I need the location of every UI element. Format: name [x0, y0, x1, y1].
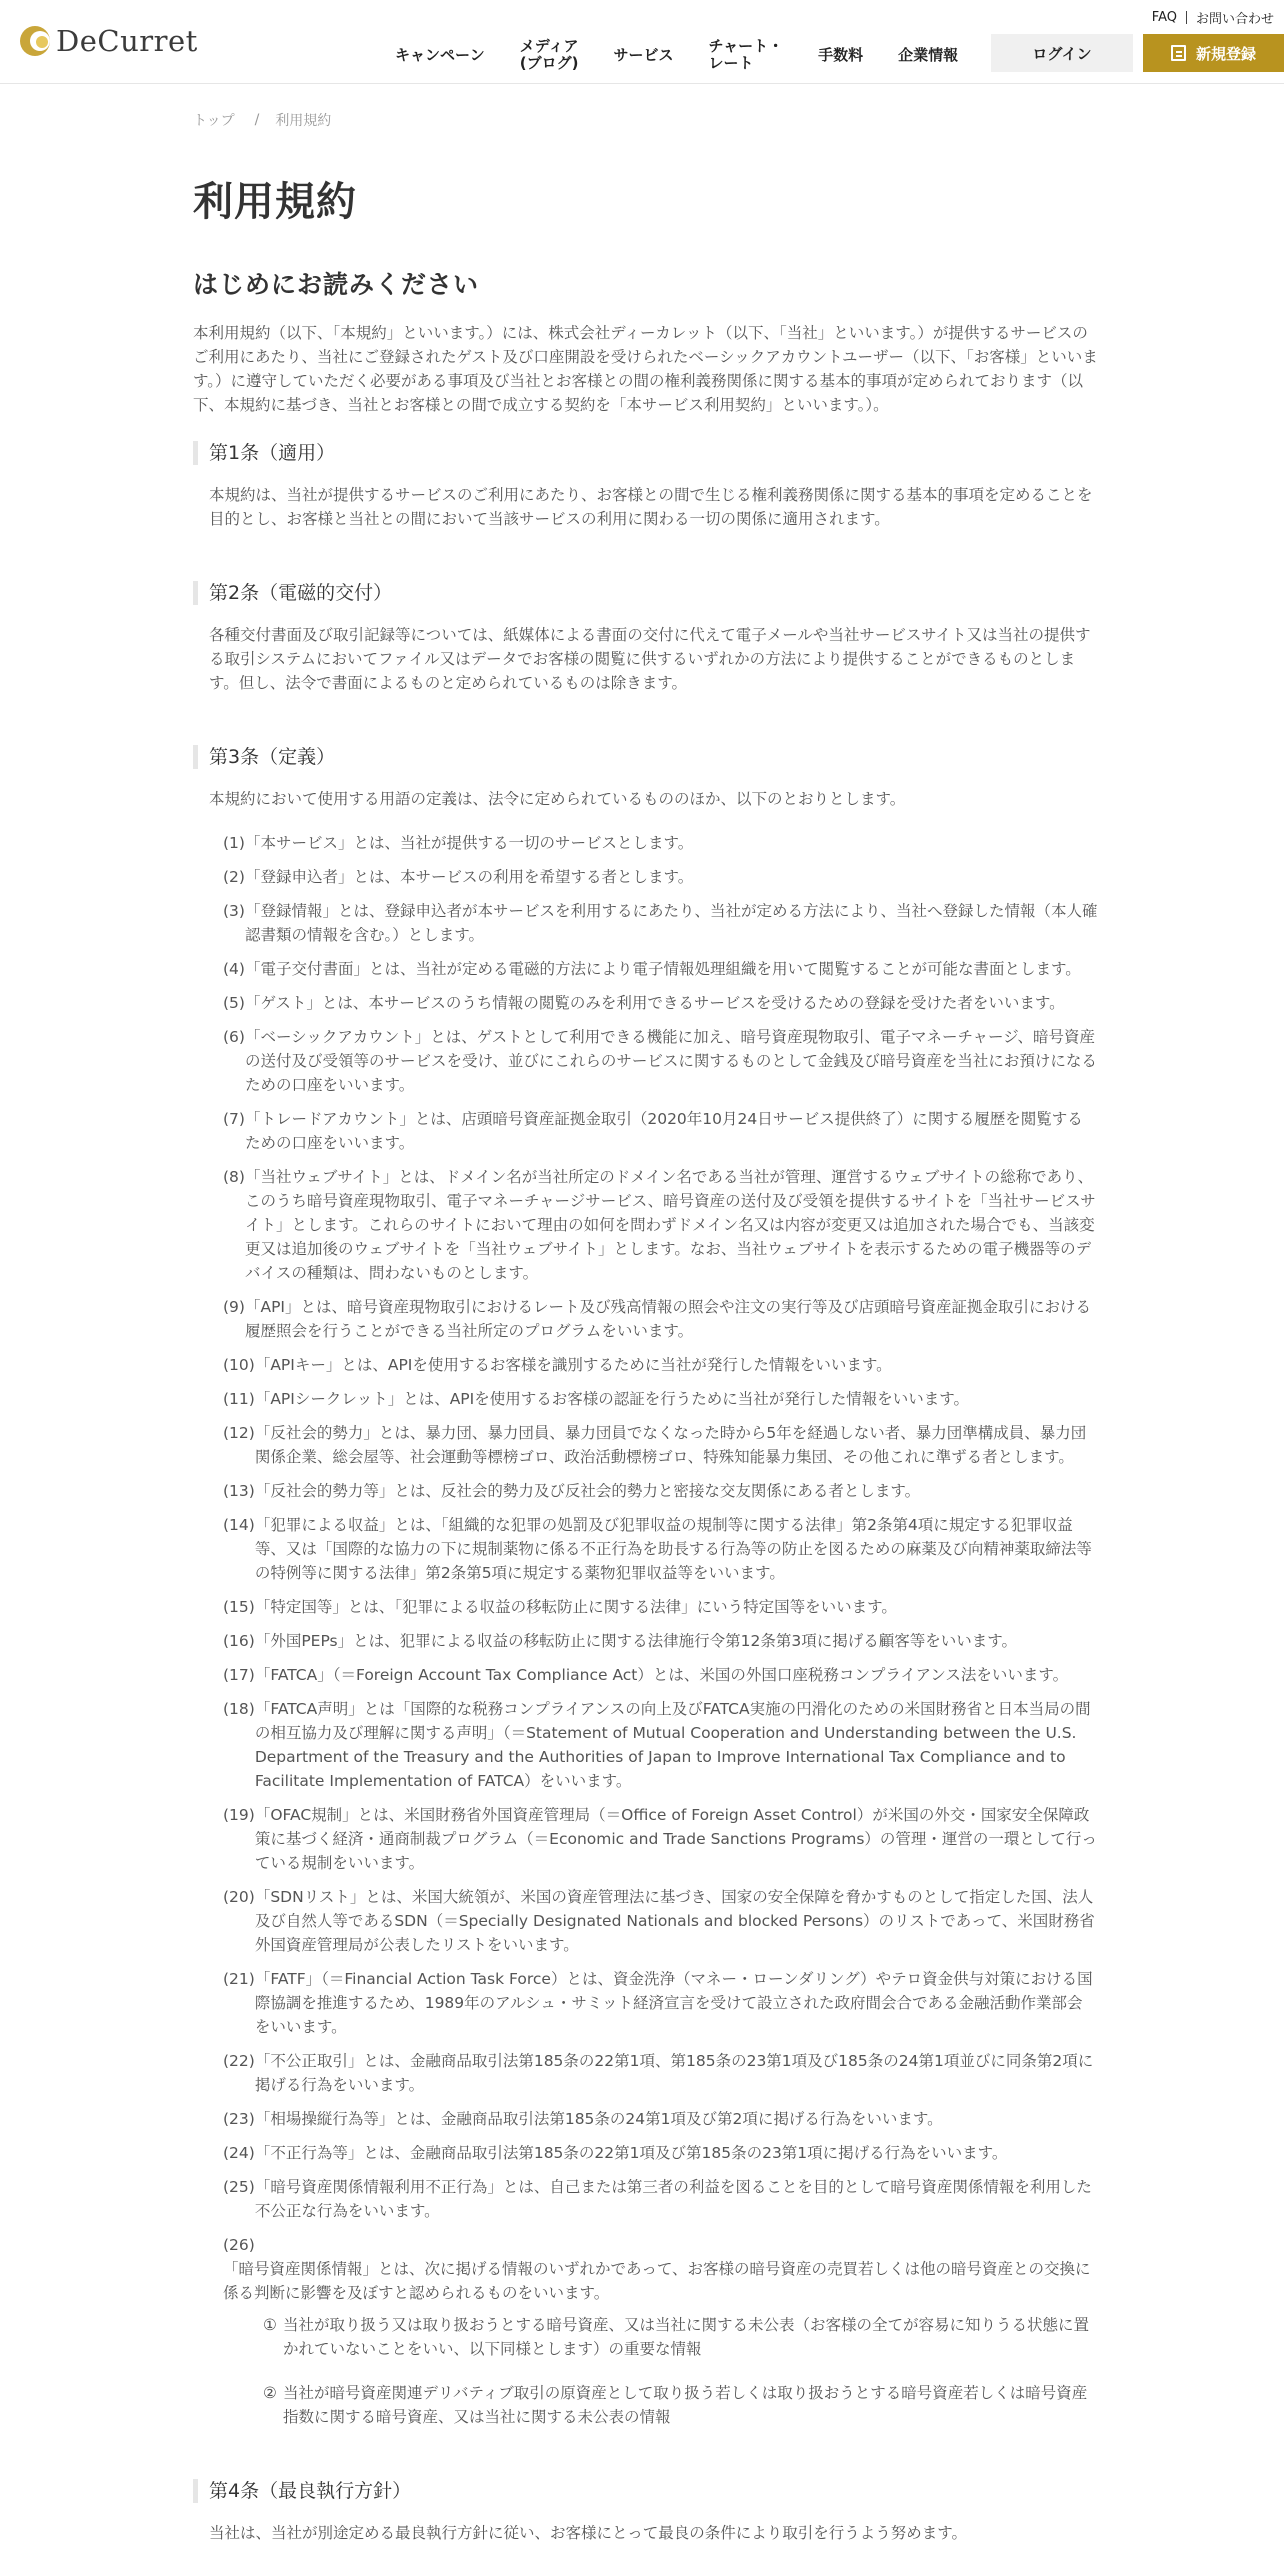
nav-label: 企業情報	[898, 45, 959, 64]
article-body: 本規約は、当社が提供するサービスのご利用にあたり、お客様との間で生じる権利義務関係に関する基本的事項を定めることを目的とし、お客様と当社との間において当該サービスの利用に関わる一切の関係に適用されます。	[209, 486, 1093, 528]
definition-number: (10)	[223, 1356, 255, 1374]
breadcrumb-current: 利用規約	[275, 113, 332, 129]
signup-label: 新規登録	[1195, 44, 1256, 63]
definition-text: 「特定国等」とは、「犯罪による収益の移転防止に関する法律」にいう特定国等をいいます。	[254, 1598, 897, 1616]
definition-text: 「APIキー」とは、APIを使用するお客様を識別するために当社が発行した情報をいいます。	[254, 1356, 892, 1374]
definition-text: 「暗号資産関係情報」とは、次に掲げる情報のいずれかであって、お客様の暗号資産の売買若しくは他の暗号資産との交換に係る判断に影響を及ぼすと認められるものをいいます。	[223, 2260, 1091, 2302]
definition-number: (7)	[223, 1110, 245, 1128]
breadcrumb-separator: /	[254, 112, 260, 128]
definition-number: (4)	[223, 960, 245, 978]
definition-number: (22)	[223, 2052, 255, 2070]
definition-number: (25)	[223, 2178, 255, 2196]
definition-item	[223, 1107, 1098, 1155]
definition-number: (21)	[223, 1970, 255, 1988]
definition-number: (9)	[223, 1298, 245, 1316]
definition-text: 「FATF」（＝Financial Action Task Force）とは、資金洗浄（マネー・ローンダリング）やテロ資金供与対策における国際協調を推進するため、1989年のアルシュ・サミット経済宣言を受けて設立された政府間会合である金融活動作業部会をいいます。	[254, 1970, 1093, 2036]
definition-item	[223, 2107, 1098, 2131]
section-title: はじめにお読みください	[193, 270, 480, 299]
article-title: 第4条（最良執行方針）	[193, 2479, 1098, 2503]
sub-item-text: 当社が取り扱う又は取り扱おうとする暗号資産、又は当社に関する未公表（お客様の全てが容易に知りうる状態に置かれていないことをいい、以下同様とします）の重要な情報	[283, 2316, 1090, 2358]
definition-number: (6)	[223, 1028, 245, 1046]
nav-label: キャンペーン	[395, 45, 485, 64]
main-nav	[395, 36, 958, 74]
sub-item-number: ②	[263, 2384, 277, 2402]
definition-number: (19)	[223, 1806, 255, 1824]
article-body: 各種交付書面及び取引記録等については、紙媒体による書面の交付に代えて電子メールや当社サービスサイト又は当社の提供する取引システムにおいてファイル又はデータでお客様の閲覧に供するいずれかの方法により提供することができるものとします。但し、法令で書面によるものと定められているものは除きます。	[209, 626, 1091, 692]
definition-number: (12)	[223, 1424, 255, 1442]
definition-item	[223, 1885, 1098, 1957]
definition-text: 「電子交付書面」とは、当社が定める電磁的方法により電子情報処理組織を用いて閲覧することが可能な書面とします。	[244, 960, 1081, 978]
definition-text: 「FATCA」（＝Foreign Account Tax Compliance Act）とは、米国の外国口座税務コンプライアンス法をいいます。	[254, 1666, 1069, 1684]
signup-form-icon	[1171, 45, 1186, 61]
definition-item	[223, 1295, 1098, 1343]
definition-text: 「不公正取引」とは、金融商品取引法第185条の22第1項、第185条の23第1項及び185条の24第1項並びに同条第2項に掲げる行為をいいます。	[254, 2052, 1094, 2094]
sub-item	[263, 2381, 1098, 2429]
article-body: 当社は、当社が別途定める最良執行方針に従い、お客様にとって最良の条件により取引を行うよう努めます。	[209, 2524, 967, 2542]
definition-text: 「外国PEPs」とは、犯罪による収益の移転防止に関する法律施行令第12条第3項に掲げる顧客等をいいます。	[254, 1632, 1017, 1650]
definition-text: 「APIシークレット」とは、APIを使用するお客様の認証を行うために当社が発行した情報をいいます。	[254, 1390, 969, 1408]
definition-text: 「ゲスト」とは、本サービスのうち情報の閲覧のみを利用できるサービスを受けるための登録を受けた者をいいます。	[244, 994, 1065, 1012]
signup-button[interactable]	[1143, 34, 1284, 72]
definition-number: (3)	[223, 902, 245, 920]
definition-number: (24)	[223, 2144, 255, 2162]
contact-link[interactable]: お問い合わせ	[1195, 12, 1274, 27]
definition-number: (8)	[223, 1168, 245, 1186]
definition-item	[223, 1595, 1098, 1619]
sub-item-number: ①	[263, 2316, 277, 2334]
definition-text: 「反社会的勢力」とは、暴力団、暴力団員、暴力団員でなくなった時から5年を経過しない者、暴力団準構成員、暴力団関係企業、総会屋等、社会運動等標榜ゴロ、政治活動標榜ゴロ、特殊知能暴力集団、その他これに準ずる者とします。	[254, 1424, 1087, 1466]
sub-item	[263, 2313, 1098, 2361]
definition-text: 「当社ウェブサイト」とは、ドメイン名が当社所定のドメイン名である当社が管理、運営するウェブサイトの総称であり、このうち暗号資産現物取引、電子マネーチャージサービス、暗号資産の送付及び受領を提供するサイトを「当社サービスサイト」とします。これらのサイトにおいて理由の如何を問わずドメイン名又は内容が変更又は追加された場合でも、当該変更又は追加後のウェブサイトを「当社ウェブサイト」とします。なお、当社ウェブサイトを表示するための電子機器等のデバイスの種類は、問わないものとします。	[244, 1168, 1096, 1282]
utility-divider	[1186, 11, 1187, 24]
definition-item	[223, 865, 1098, 889]
article-title: 第3条（定義）	[193, 745, 1098, 769]
definition-number: (5)	[223, 994, 245, 1012]
definition-number: (15)	[223, 1598, 255, 1616]
definition-number: (1)	[223, 834, 245, 852]
nav-label: 手数料	[818, 45, 864, 64]
intro-paragraph: 本利用規約（以下、「本規約」といいます。）には、株式会社ディーカレット（以下、「当社」といいます。）が提供するサービスのご利用にあたり、当社にご登録されたゲスト及び口座開設を受けられたベーシックアカウントユーザー（以下、「お客様」といいます。）に遵守していただく必要がある事項及び当社とお客様との間の権利義務関係に関する基本的事項が定められております（以下、本規約に基づき、当社とお客様との間で成立する契約を「本サービス利用契約」といいます。）。	[193, 324, 1098, 414]
breadcrumb-home[interactable]: トップ	[193, 113, 235, 129]
definition-list	[193, 831, 1098, 2449]
definition-number: (13)	[223, 1482, 255, 1500]
definition-text: 「登録申込者」とは、本サービスの利用を希望する者とします。	[244, 868, 694, 886]
nav-label: サービス	[613, 45, 674, 64]
utility-links	[1152, 8, 1274, 27]
article-title: 第2条（電磁的交付）	[193, 581, 1098, 605]
definition-text: 「トレードアカウント」とは、店頭暗号資産証拠金取引（2020年10月24日サービス提供終了）に関する履歴を閲覧するための口座をいいます。	[244, 1110, 1083, 1152]
definition-item	[223, 2141, 1098, 2165]
definition-item	[223, 1387, 1098, 1411]
definition-item	[223, 1513, 1098, 1585]
logo-text: DeCurret	[56, 24, 198, 58]
definition-item	[223, 1025, 1098, 1097]
sub-item-list	[223, 2313, 1098, 2449]
breadcrumb	[193, 110, 1098, 130]
login-button[interactable]	[991, 34, 1133, 72]
definition-text: 「反社会的勢力等」とは、反社会的勢力及び反社会的勢力と密接な交友関係にある者とします。	[254, 1482, 921, 1500]
nav-label: メディア	[519, 37, 579, 55]
definition-text: 「相場操縦行為等」とは、金融商品取引法第185条の24第1項及び第2項に掲げる行為をいいます。	[254, 2110, 943, 2128]
nav-item-campaign[interactable]	[395, 47, 485, 64]
nav-item-media[interactable]	[520, 38, 579, 72]
definition-item	[223, 1353, 1098, 1377]
nav-item-company[interactable]	[898, 47, 958, 64]
definition-text: 「SDNリスト」とは、米国大統領が、米国の資産管理法に基づき、国家の安全保障を脅かすものとして指定した国、法人及び自然人等であるSDN（＝Specially Designated Nationals and blocked Persons）のリストであって、米国財務省外国資産管理局が公表したリストをいいます。	[254, 1888, 1095, 1954]
definition-text: 「FATCA声明」とは「国際的な税務コンプライアンスの向上及びFATCA実施の円滑化のための米国財務省と日本当局の間の相互協力及び理解に関する声明」（＝Statement of Mutual Cooperation and Understanding between the U.S. Department of the Treasury and the Authorities of Japan to Improve International Tax Compliance and to Facilitate Implementation of FATCA）をいいます。	[254, 1700, 1091, 1790]
article-2	[193, 581, 1098, 695]
article-title: 第1条（適用）	[193, 441, 1098, 465]
definition-number: (11)	[223, 1390, 255, 1408]
logo-mark-icon	[20, 24, 54, 58]
definition-item	[223, 991, 1098, 1015]
definition-item	[223, 1803, 1098, 1875]
article-3	[193, 745, 1098, 2449]
definition-number: (17)	[223, 1666, 255, 1684]
definition-item	[223, 957, 1098, 981]
definition-item	[223, 899, 1098, 947]
definition-item	[223, 1629, 1098, 1653]
definition-item	[223, 2049, 1098, 2097]
definition-text: 「不正行為等」とは、金融商品取引法第185条の22第1項及び第185条の23第1項に掲げる行為をいいます。	[254, 2144, 1008, 2162]
faq-link[interactable]: FAQ	[1151, 10, 1177, 25]
definition-item	[223, 1967, 1098, 2039]
definition-number: (26)	[223, 2236, 255, 2254]
definition-item	[223, 1697, 1098, 1793]
nav-item-chart-rate[interactable]	[709, 38, 784, 72]
definition-number: (16)	[223, 1632, 255, 1650]
definition-number: (18)	[223, 1700, 255, 1718]
main-content	[193, 110, 1098, 2545]
definition-text: 「登録情報」とは、登録申込者が本サービスを利用するにあたり、当社が定める方法により、当社へ登録した情報（本人確認書類の情報を含む。）とします。	[244, 902, 1098, 944]
sub-item-text: 当社が暗号資産関連デリバティブ取引の原資産として取り扱う若しくは取り扱おうとする暗号資産若しくは暗号資産指数に関する暗号資産、又は当社に関する未公表の情報	[283, 2384, 1088, 2426]
page-title: 利用規約	[193, 179, 357, 225]
definition-item	[223, 2233, 1098, 2449]
definition-item	[223, 1421, 1098, 1469]
nav-item-service[interactable]	[614, 47, 674, 64]
definition-item	[223, 1663, 1098, 1687]
definition-text: 「ベーシックアカウント」とは、ゲストとして利用できる機能に加え、暗号資産現物取引、電子マネーチャージ、暗号資産の送付及び受領等のサービスを受け、並びにこれらのサービスに関するものとして金銭及び暗号資産を当社にお預けになるための口座をいいます。	[244, 1028, 1097, 1094]
article-4	[193, 2479, 1098, 2545]
definition-text: 「暗号資産関係情報利用不正行為」とは、自己または第三者の利益を図ることを目的として暗号資産関係情報を利用した不公正な行為をいいます。	[254, 2178, 1092, 2220]
article-body: 本規約において使用する用語の定義は、法令に定められているもののほか、以下のとおりとします。	[209, 790, 906, 808]
nav-item-fees[interactable]	[818, 47, 863, 64]
login-label: ログイン	[1032, 44, 1092, 63]
definition-number: (2)	[223, 868, 245, 886]
definition-number: (20)	[223, 1888, 255, 1906]
nav-label-sub: (ブログ)	[519, 54, 579, 72]
definition-text: 「本サービス」とは、当社が提供する一切のサービスとします。	[244, 834, 694, 852]
site-header	[0, 0, 1284, 84]
definition-item	[223, 831, 1098, 855]
nav-label: チャート・	[708, 37, 784, 55]
definition-item	[223, 1165, 1098, 1285]
article-1	[193, 441, 1098, 531]
definition-item	[223, 2175, 1098, 2223]
definition-text: 「犯罪による収益」とは、「組織的な犯罪の処罰及び犯罪収益の規制等に関する法律」第2条第4項に規定する犯罪収益等、又は「国際的な協力の下に規制薬物に係る不正行為を助長する行為等の防止を図るための麻薬及び向精神薬取締法等の特例等に関する法律」第2条第5項に規定する薬物犯罪収益等をいいます。	[254, 1516, 1092, 1582]
logo[interactable]	[20, 20, 198, 62]
definition-text: 「OFAC規制」とは、米国財務省外国資産管理局（＝Office of Foreign Asset Control）が米国の外交・国家安全保障政策に基づく経済・通商制裁プログラム（＝Economic and Trade Sanctions Programs）の管理・運営の一環として行っている規制をいいます。	[254, 1806, 1097, 1872]
definition-text: 「API」とは、暗号資産現物取引におけるレート及び残高情報の照会や注文の実行等及び店頭暗号資産証拠金取引における履歴照会を行うことができる当社所定のプログラムをいいます。	[244, 1298, 1091, 1340]
definition-number: (14)	[223, 1516, 255, 1534]
nav-label-sub: レート	[708, 54, 754, 72]
definition-number: (23)	[223, 2110, 255, 2128]
definition-item	[223, 1479, 1098, 1503]
